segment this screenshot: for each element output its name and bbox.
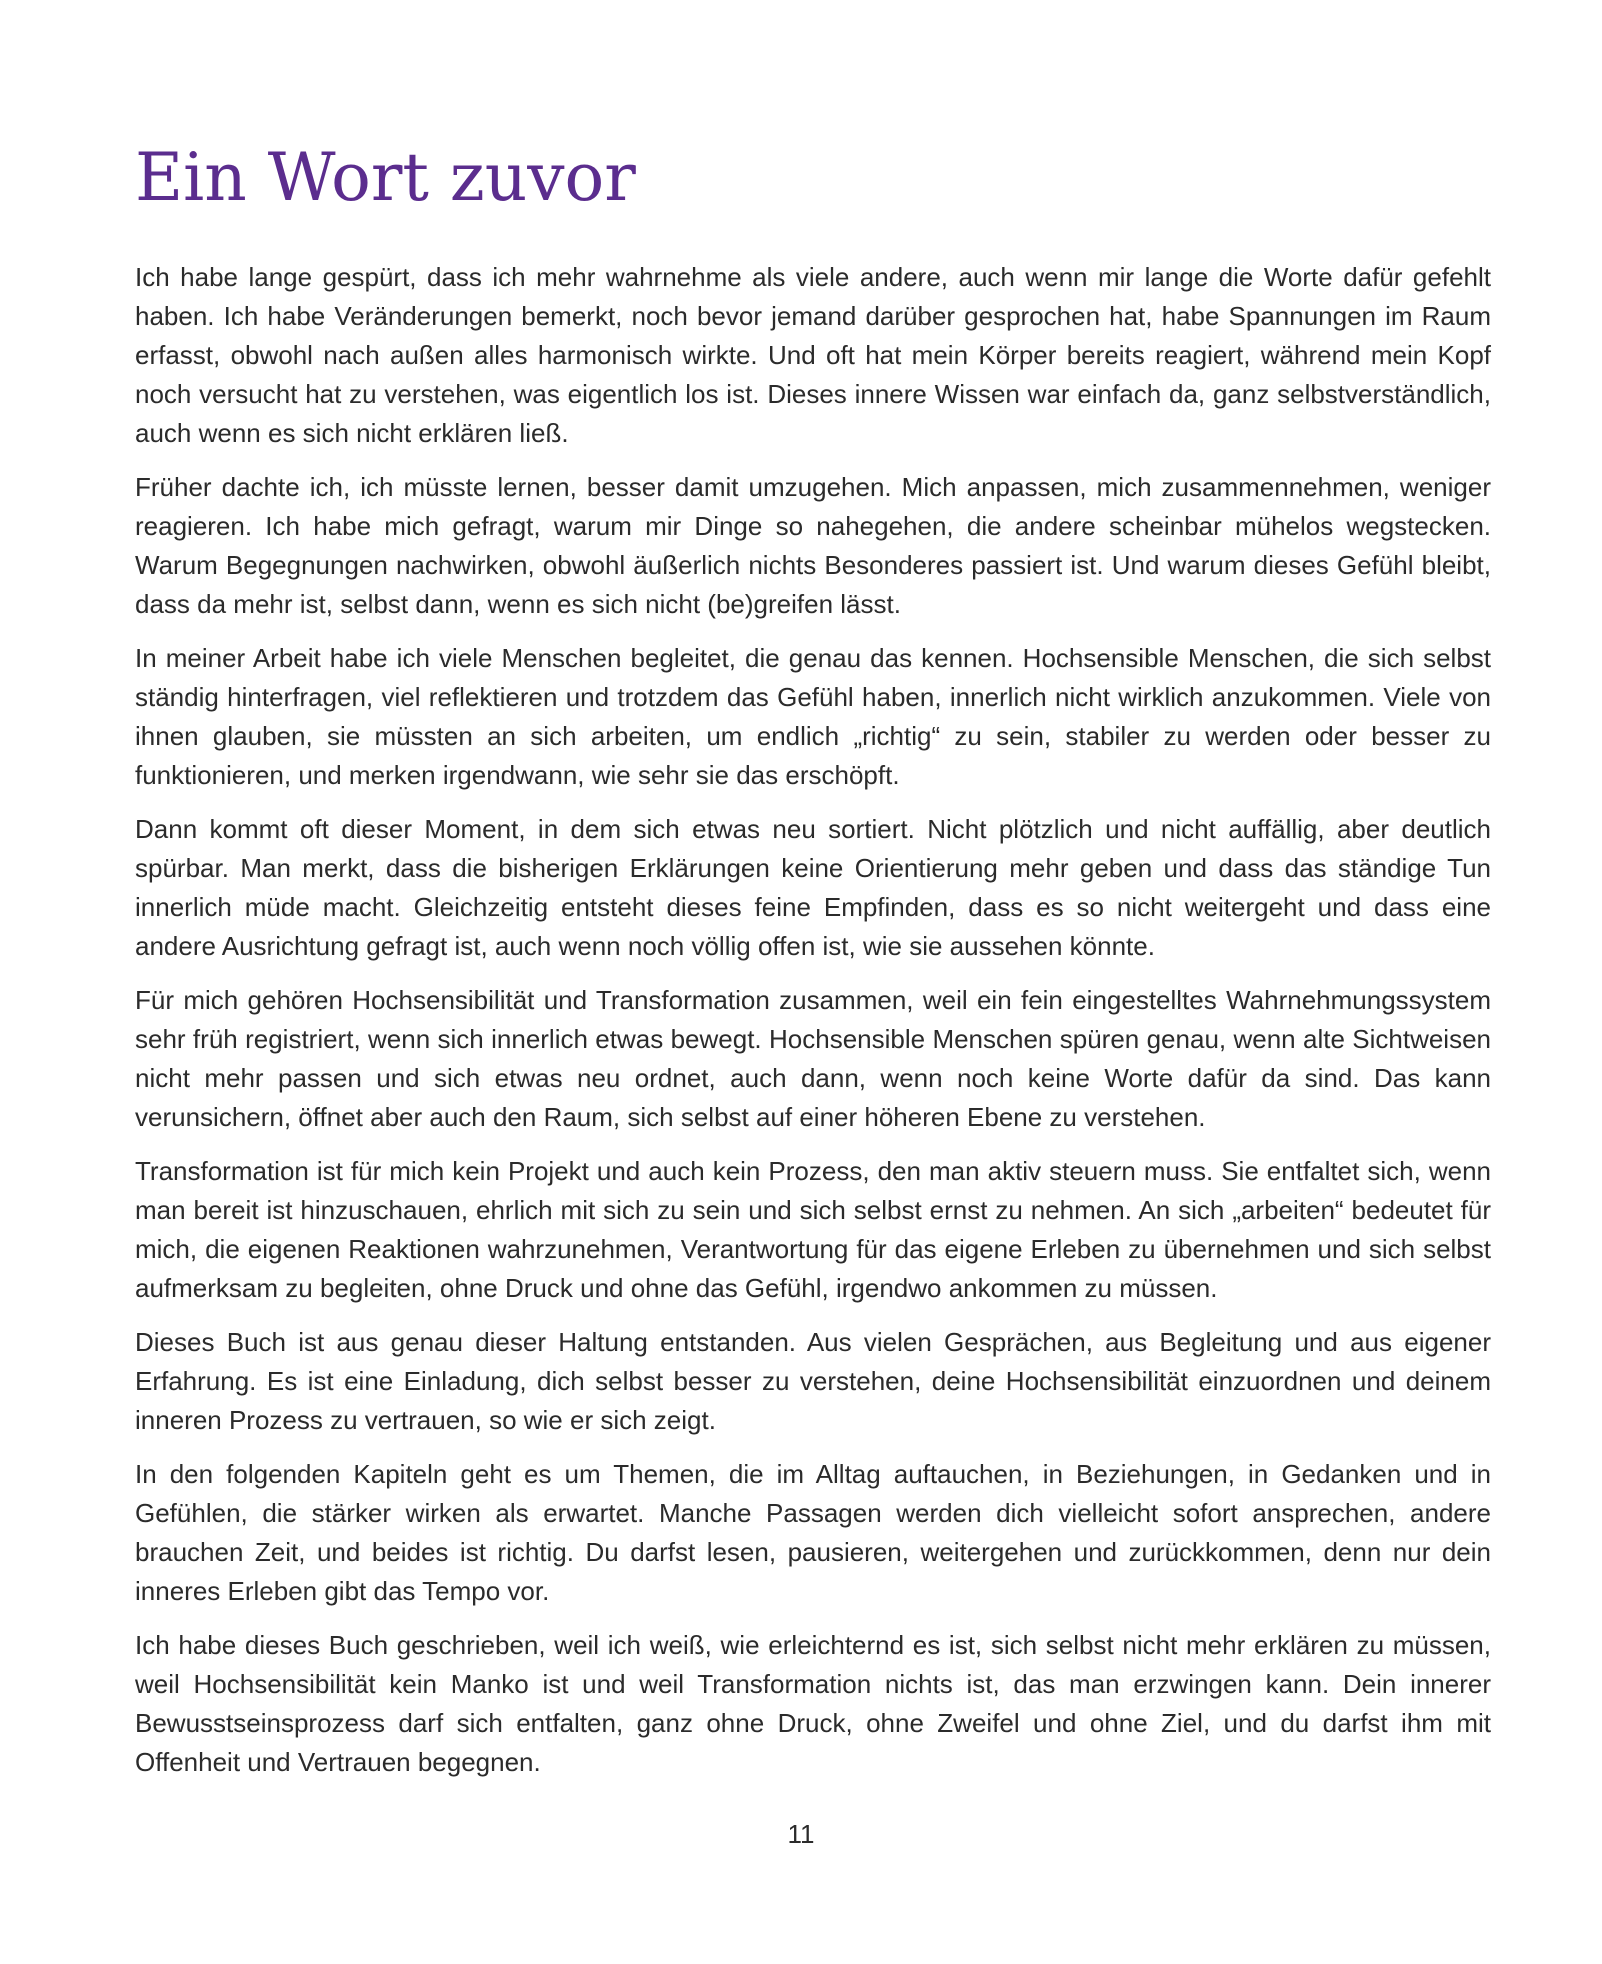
paragraph-7: Dieses Buch ist aus genau dieser Haltung entstanden. Aus vielen Gesprächen, aus Begleitung und aus eigener Erfahrung. Es ist eine Einladung, dich selbst besser zu verstehen, deine Hochsensibilität einzuordnen und deinem inneren Prozess zu vertrauen, so wie er sich zeigt. [135, 1327, 1491, 1435]
paragraph-4: Dann kommt oft dieser Moment, in dem sich etwas neu sortiert. Nicht plötzlich und nicht auffällig, aber deutlich spürbar. Man merkt, dass die bisherigen Erklärungen keine Orientierung mehr geben und dass das ständige Tun innerlich müde macht. Gleichzeitig entsteht dieses feine Empfinden, dass es so nicht weitergeht und dass eine andere Ausrichtung gefragt ist, auch wenn noch völlig offen ist, wie sie aussehen könnte. [135, 814, 1491, 961]
chapter-body [135, 258, 1491, 1797]
paragraph-5: Für mich gehören Hochsensibilität und Transformation zusammen, weil ein fein eingestelltes Wahrnehmungssystem sehr früh registriert, wenn sich innerlich etwas bewegt. Hochsensible Menschen spüren genau, wenn alte Sichtweisen nicht mehr passen und sich etwas neu ordnet, auch dann, wenn noch keine Worte dafür da sind. Das kann verunsichern, öffnet aber auch den Raum, sich selbst auf einer höheren Ebene zu verstehen. [135, 985, 1491, 1132]
paragraph-2: Früher dachte ich, ich müsste lernen, besser damit umzugehen. Mich anpassen, mich zusammennehmen, weniger reagieren. Ich habe mich gefragt, warum mir Dinge so nahegehen, die andere scheinbar mühelos wegstecken. Warum Begegnungen nachwirken, obwohl äußerlich nichts Besonderes passiert ist. Und warum dieses Gefühl bleibt, dass da mehr ist, selbst dann, wenn es sich nicht (be)greifen lässt. [135, 472, 1491, 619]
paragraph-9: Ich habe dieses Buch geschrieben, weil ich weiß, wie erleichternd es ist, sich selbst nicht mehr erklären zu müssen, weil Hochsensibilität kein Manko ist und weil Transformation nichts ist, das man erzwingen kann. Dein innerer Bewusstseinsprozess darf sich entfalten, ganz ohne Druck, ohne Zweifel und ohne Ziel, und du darfst ihm mit Offenheit und Vertrauen begegnen. [135, 1630, 1491, 1777]
chapter-title: Ein Wort zuvor [135, 139, 636, 216]
paragraph-8: In den folgenden Kapiteln geht es um Themen, die im Alltag auftauchen, in Beziehungen, in Gedanken und in Gefühlen, die stärker wirken als erwartet. Manche Passagen werden dich vielleicht sofort ansprechen, andere brauchen Zeit, und beides ist richtig. Du darfst lesen, pausieren, weitergehen und zurückkommen, denn nur dein inneres Erleben gibt das Tempo vor. [135, 1459, 1491, 1606]
paragraph-1: Ich habe lange gespürt, dass ich mehr wahrnehme als viele andere, auch wenn mir lange die Worte dafür gefehlt haben. Ich habe Veränderungen bemerkt, noch bevor jemand darüber gesprochen hat, habe Spannungen im Raum erfasst, obwohl nach außen alles harmonisch wirkte. Und oft hat mein Körper bereits reagiert, während mein Kopf noch versucht hat zu verstehen, was eigentlich los ist. Dieses innere Wissen war einfach da, ganz selbstverständlich, auch wenn es sich nicht erklären ließ. [135, 262, 1491, 448]
paragraph-6: Transformation ist für mich kein Projekt und auch kein Prozess, den man aktiv steuern muss. Sie entfaltet sich, wenn man bereit ist hinzuschauen, ehrlich mit sich zu sein und sich selbst ernst zu nehmen. An sich „arbeiten“ bedeutet für mich, die eigenen Reaktionen wahrzunehmen, Verantwortung für das eigene Erleben zu übernehmen und sich selbst aufmerksam zu begleiten, ohne Druck und ohne das Gefühl, irgendwo ankommen zu müssen. [135, 1156, 1491, 1303]
paragraph-3: In meiner Arbeit habe ich viele Menschen begleitet, die genau das kennen. Hochsensible Menschen, die sich selbst ständig hinterfragen, viel reflektieren und trotzdem das Gefühl haben, innerlich nicht wirklich anzukommen. Viele von ihnen glauben, sie müssten an sich arbeiten, um endlich „richtig“ zu sein, stabiler zu werden oder besser zu funktionieren, und merken irgendwann, wie sehr sie das erschöpft. [135, 643, 1491, 790]
page-number: 11 [787, 1819, 815, 1849]
